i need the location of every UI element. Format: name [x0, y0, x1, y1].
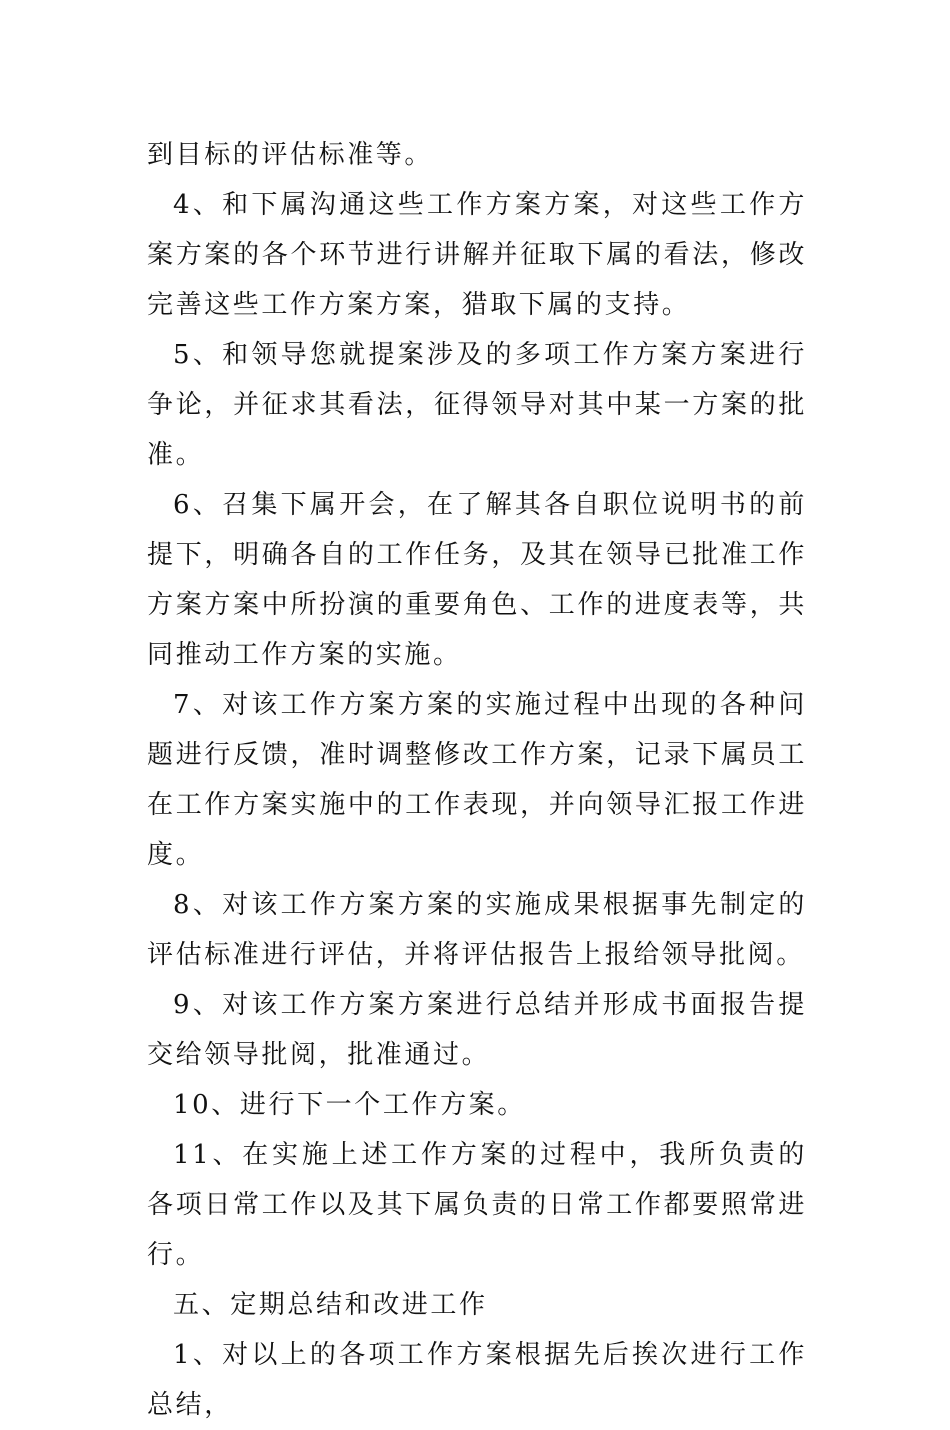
paragraph-item-8: 8、对该工作方案方案的实施成果根据事先制定的评估标准进行评估，并将评估报告上报给领导批阅。: [147, 890, 807, 970]
section-heading: 五、定期总结和改进工作: [173, 1290, 488, 1320]
paragraph-item-9: 9、对该工作方案方案进行总结并形成书面报告提交给领导批阅，批准通过。: [147, 990, 807, 1070]
paragraph-item-7: 7、对该工作方案方案的实施过程中出现的各种问题进行反馈，准时调整修改工作方案，记录下属员工在工作方案实施中的工作表现，并向领导汇报工作进度。: [147, 690, 807, 870]
paragraph-continuation: 到目标的评估标准等。: [147, 140, 434, 170]
paragraph-item-10: 10、进行下一个工作方案。: [173, 1090, 526, 1120]
paragraph-item-5: 5、和领导您就提案涉及的多项工作方案方案进行争论，并征求其看法，征得领导对其中某一方案的批准。: [147, 340, 807, 470]
document-body: [147, 130, 807, 1430]
paragraph-item-6: 6、召集下属开会，在了解其各自职位说明书的前提下，明确各自的工作任务，及其在领导已批准工作方案方案中所扮演的重要角色、工作的进度表等，共同推动工作方案的实施。: [147, 490, 807, 670]
paragraph-item-1: 1、对以上的各项工作方案根据先后挨次进行工作总结，: [147, 1340, 807, 1420]
paragraph-item-11: 11、在实施上述工作方案的过程中，我所负责的各项日常工作以及其下属负责的日常工作都要照常进行。: [147, 1140, 807, 1270]
paragraph-item-4: 4、和下属沟通这些工作方案方案，对这些工作方案方案的各个环节进行讲解并征取下属的看法，修改完善这些工作方案方案，猎取下属的支持。: [147, 190, 807, 320]
